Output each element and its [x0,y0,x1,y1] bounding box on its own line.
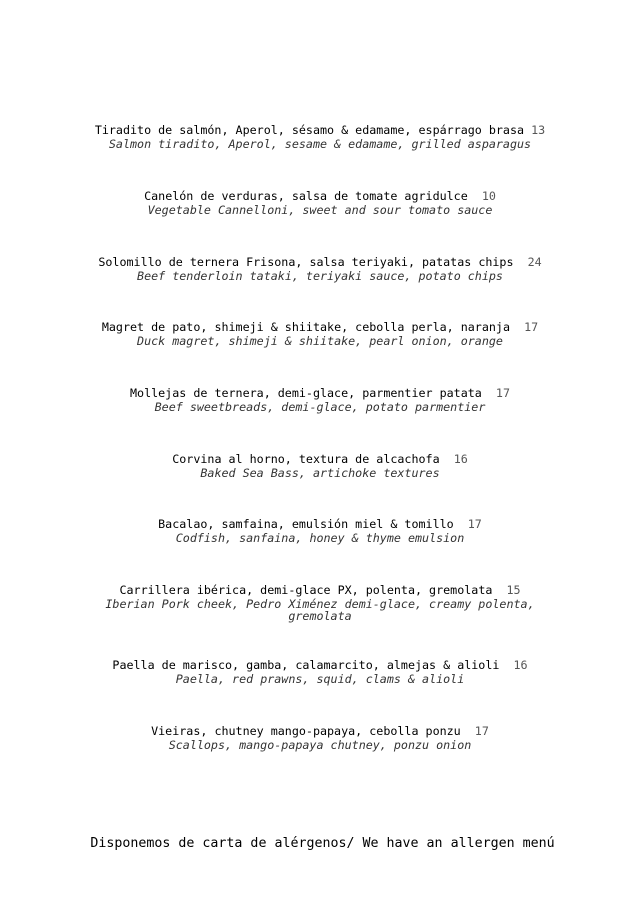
dish-price: 17 [524,320,539,334]
dish-name: Carrillera ibérica, demi-glace PX, polenta, gremolata [119,583,493,597]
dish-description: Codfish, sanfaina, honey & thyme emulsion [175,531,465,545]
menu-item-title [0,254,640,270]
dish-name: Paella de marisco, gamba, calamarcito, almejas & alioli [112,658,500,672]
dish-description: Baked Sea Bass, artichoke textures [200,466,440,480]
dish-name: Vieiras, chutney mango-papaya, cebolla ponzu [151,724,461,738]
menu-item [0,385,640,413]
menu-item-title [0,657,640,673]
dish-description: Scallops, mango-papaya chutney, ponzu onion [168,738,472,752]
dish-name: Canelón de verduras, salsa de tomate agridulce [144,189,468,203]
menu-item-title [0,582,640,598]
menu-item [0,188,640,216]
menu-item [0,657,640,685]
menu-item [0,516,640,544]
dish-description: Paella, red prawns, squid, clams & alioli [175,672,465,686]
dish-price: 24 [527,255,542,269]
dish-name: Mollejas de ternera, demi-glace, parmentier patata [130,386,482,400]
dish-name: Bacalao, samfaina, emulsión miel & tomillo [158,517,454,531]
dish-price: 15 [506,583,521,597]
dish-description: Beef sweetbreads, demi-glace, potato parmentier [154,400,486,414]
menu-item [0,122,640,150]
dish-name: Tiradito de salmón, Aperol, sésamo & edamame, espárrago brasa [94,123,525,137]
menu-item [0,582,640,622]
menu-item-title [0,319,640,335]
dish-description: Beef tenderloin tataki, teriyaki sauce, potato chips [137,269,503,283]
dish-price: 16 [453,452,468,466]
dish-description: Salmon tiradito, Aperol, sesame & edamame, grilled asparagus [108,137,532,151]
dish-price: 17 [474,724,489,738]
menu-item-title [0,385,640,401]
dish-price: 10 [481,189,496,203]
menu-item-title [0,516,640,532]
dish-price: 17 [467,517,482,531]
dish-name: Solomillo de ternera Frisona, salsa teriyaki, patatas chips [98,255,514,269]
menu-item [0,723,640,751]
dish-price: 17 [495,386,510,400]
dish-name: Corvina al horno, textura de alcachofa [172,452,440,466]
dish-price: 13 [531,123,546,137]
dish-description: Iberian Pork cheek, Pedro Ximénez demi-glace, creamy polenta, gremolata [105,597,535,623]
dish-price: 16 [513,658,528,672]
allergen-note: Disponemos de carta de alérgenos/ We have an allergen menú [90,836,555,851]
menu-item [0,319,640,347]
dish-description: Duck magret, shimeji & shiitake, pearl onion, orange [137,334,503,348]
dish-name: Magret de pato, shimeji & shiitake, cebolla perla, naranja [101,320,510,334]
menu-item [0,254,640,282]
dish-description: Vegetable Cannelloni, sweet and sour tomato sauce [147,203,493,217]
menu-item-title [0,188,640,204]
menu-item-title [0,723,640,739]
menu-item-title [0,122,640,138]
menu-item-title [0,451,640,467]
menu-item [0,451,640,479]
